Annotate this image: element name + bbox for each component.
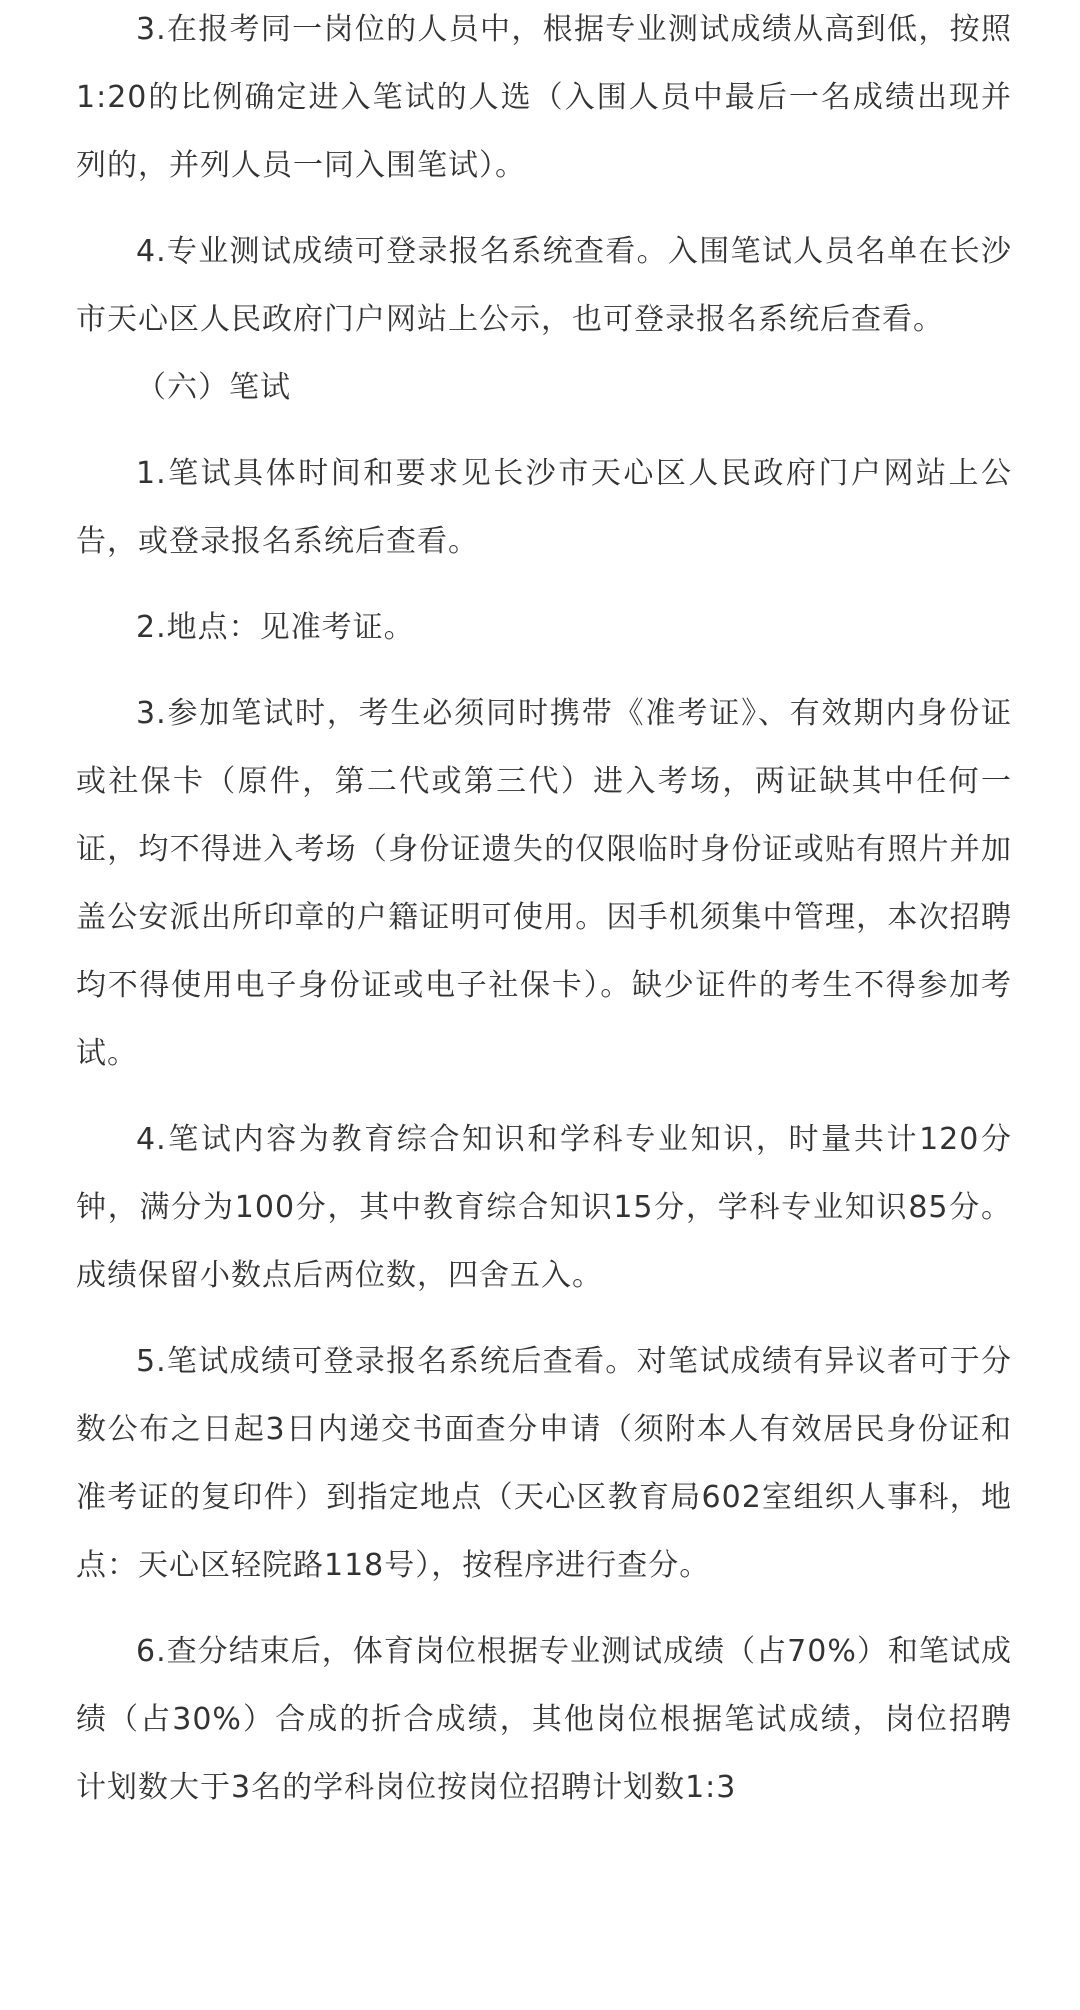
paragraph-written-1: 1.笔试具体时间和要求见长沙市天心区人民政府门户网站上公告，或登录报名系统后查看。 bbox=[76, 456, 1012, 559]
document-body bbox=[76, 0, 1012, 1822]
paragraph-4-professional-test: 4.专业测试成绩可登录报名系统查看。入围笔试人员名单在长沙市天心区人民政府门户网站上公示，也可登录报名系统后查看。 bbox=[76, 234, 1012, 337]
paragraph-written-6: 6.查分结束后，体育岗位根据专业测试成绩（占70%）和笔试成绩（占30%）合成的折合成绩，其他岗位根据笔试成绩，岗位招聘计划数大于3名的学科岗位按岗位招聘计划数1:3 bbox=[76, 1634, 1012, 1805]
paragraph-written-2: 2.地点：见准考证。 bbox=[136, 610, 415, 645]
paragraph-written-4: 4.笔试内容为教育综合知识和学科专业知识，时量共计120分钟，满分为100分，其中教育综合知识15分，学科专业知识85分。成绩保留小数点后两位数，四舍五入。 bbox=[76, 1122, 1012, 1293]
paragraph-written-3: 3.参加笔试时，考生必须同时携带《准考证》、有效期内身份证或社保卡（原件，第二代或第三代）进入考场，两证缺其中任何一证，均不得进入考场（身份证遗失的仅限临时身份证或贴有照片并加盖公安派出所印章的户籍证明可使用。因手机须集中管理，本次招聘均不得使用电子身份证或电子社保卡）。缺少证件的考生不得参加考试。 bbox=[76, 696, 1012, 1071]
paragraph-3-professional-test: 3.在报考同一岗位的人员中，根据专业测试成绩从高到低，按照1:20的比例确定进入笔试的人选（入围人员中最后一名成绩出现并列的，并列人员一同入围笔试）。 bbox=[76, 12, 1012, 183]
section-heading-written-test: （六）笔试 bbox=[136, 370, 291, 405]
paragraph-written-5: 5.笔试成绩可登录报名系统后查看。对笔试成绩有异议者可于分数公布之日起3日内递交书面查分申请（须附本人有效居民身份证和准考证的复印件）到指定地点（天心区教育局602室组织人事科，地点：天心区轻院路118号），按程序进行查分。 bbox=[76, 1344, 1012, 1583]
